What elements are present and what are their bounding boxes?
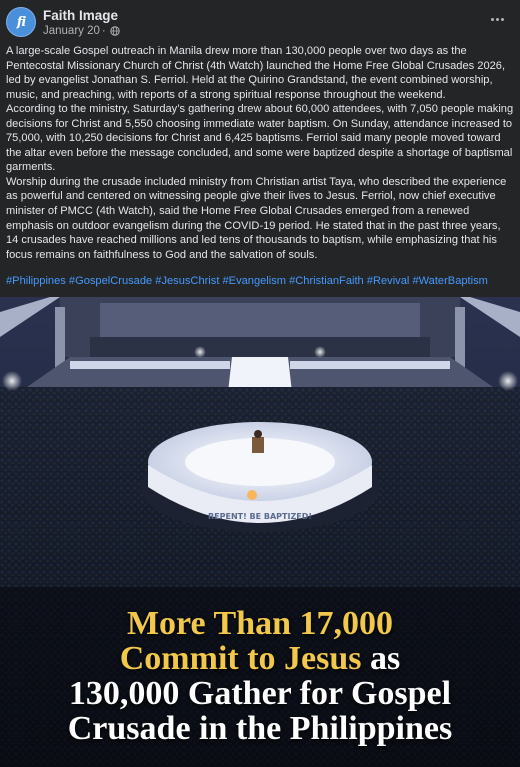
post-date-link[interactable]: January 20	[43, 25, 100, 37]
hashtag-row	[6, 274, 488, 288]
hashtag-link[interactable]: #GospelCrusade	[68, 275, 153, 287]
globe-icon[interactable]	[110, 26, 120, 36]
hashtag-link[interactable]: #Evangelism	[222, 275, 287, 287]
post-meta	[43, 25, 120, 37]
headline-line-2	[0, 641, 520, 676]
headline-overlay	[0, 606, 520, 746]
headline-white-part: as	[361, 640, 401, 677]
more-options-button[interactable]	[486, 8, 508, 30]
hashtag-link[interactable]: #Revival	[366, 275, 410, 287]
headline-line-4: Crusade in the Philippines	[67, 710, 453, 747]
headline-gold-part: Commit to Jesus	[119, 640, 362, 677]
hashtag-link[interactable]: #WaterBaptism	[412, 275, 488, 287]
post-paragraph: Worship during the crusade included ministry from Christian artist Taya, who described the experience as powerful and centered on witnessing people give their lives to Jesus. Ferriol, now chief executive minister of PMCC (4th Watch), said the Home Free Global Crusades emerged from a renewed emphasis on outdoor evangelism during the COVID-19 period. He stated that in the past three years, 14 crusades have reached millions and led tens of thousands to baptism, while emphasizing that his focus remains on faithfulness to God and the salvation of souls.	[6, 175, 507, 261]
page-avatar[interactable]: fi	[6, 7, 36, 37]
stage-banner-text: REPENT! BE BAPTIZED!	[207, 512, 313, 521]
post-photo[interactable]	[0, 297, 520, 767]
hashtag-link[interactable]: #JesusChrist	[155, 275, 220, 287]
post-header	[0, 0, 520, 44]
headline-line-3: 130,000 Gather for Gospel	[68, 675, 452, 712]
hashtag-link[interactable]: #ChristianFaith	[289, 275, 364, 287]
meta-separator: ·	[101, 25, 106, 37]
hashtag-link[interactable]: #Philippines	[6, 275, 66, 287]
post-paragraph: According to the ministry, Saturday’s gathering drew about 60,000 attendees, with 7,050 people making decisions for Christ and 5,550 choosing immediate water baptism. On Sunday, attendance increased to 75,000, with 10,250 decisions for Christ and 6,425 baptisms. Ferriol said many people moved toward the altar even before the message concluded, and some were baptized despite a shortage of baptismal garments.	[6, 103, 514, 174]
post-paragraph: A large-scale Gospel outreach in Manila drew more than 130,000 people over two days as the Pentecostal Missionary Church of Christ (4th Watch) launched the Home Free Global Crusades 2026, led by evangelist Jonathan S. Ferriol. Held at the Quirino Grandstand, the event combined worship, music, and preaching, with reports of a strong spiritual response throughout the weekend.	[6, 45, 506, 101]
page-name-link[interactable]: Faith Image	[43, 8, 119, 23]
more-horizontal-icon	[491, 18, 494, 21]
headline-line-1: More Than 17,000	[126, 605, 394, 642]
post-text	[6, 44, 514, 262]
